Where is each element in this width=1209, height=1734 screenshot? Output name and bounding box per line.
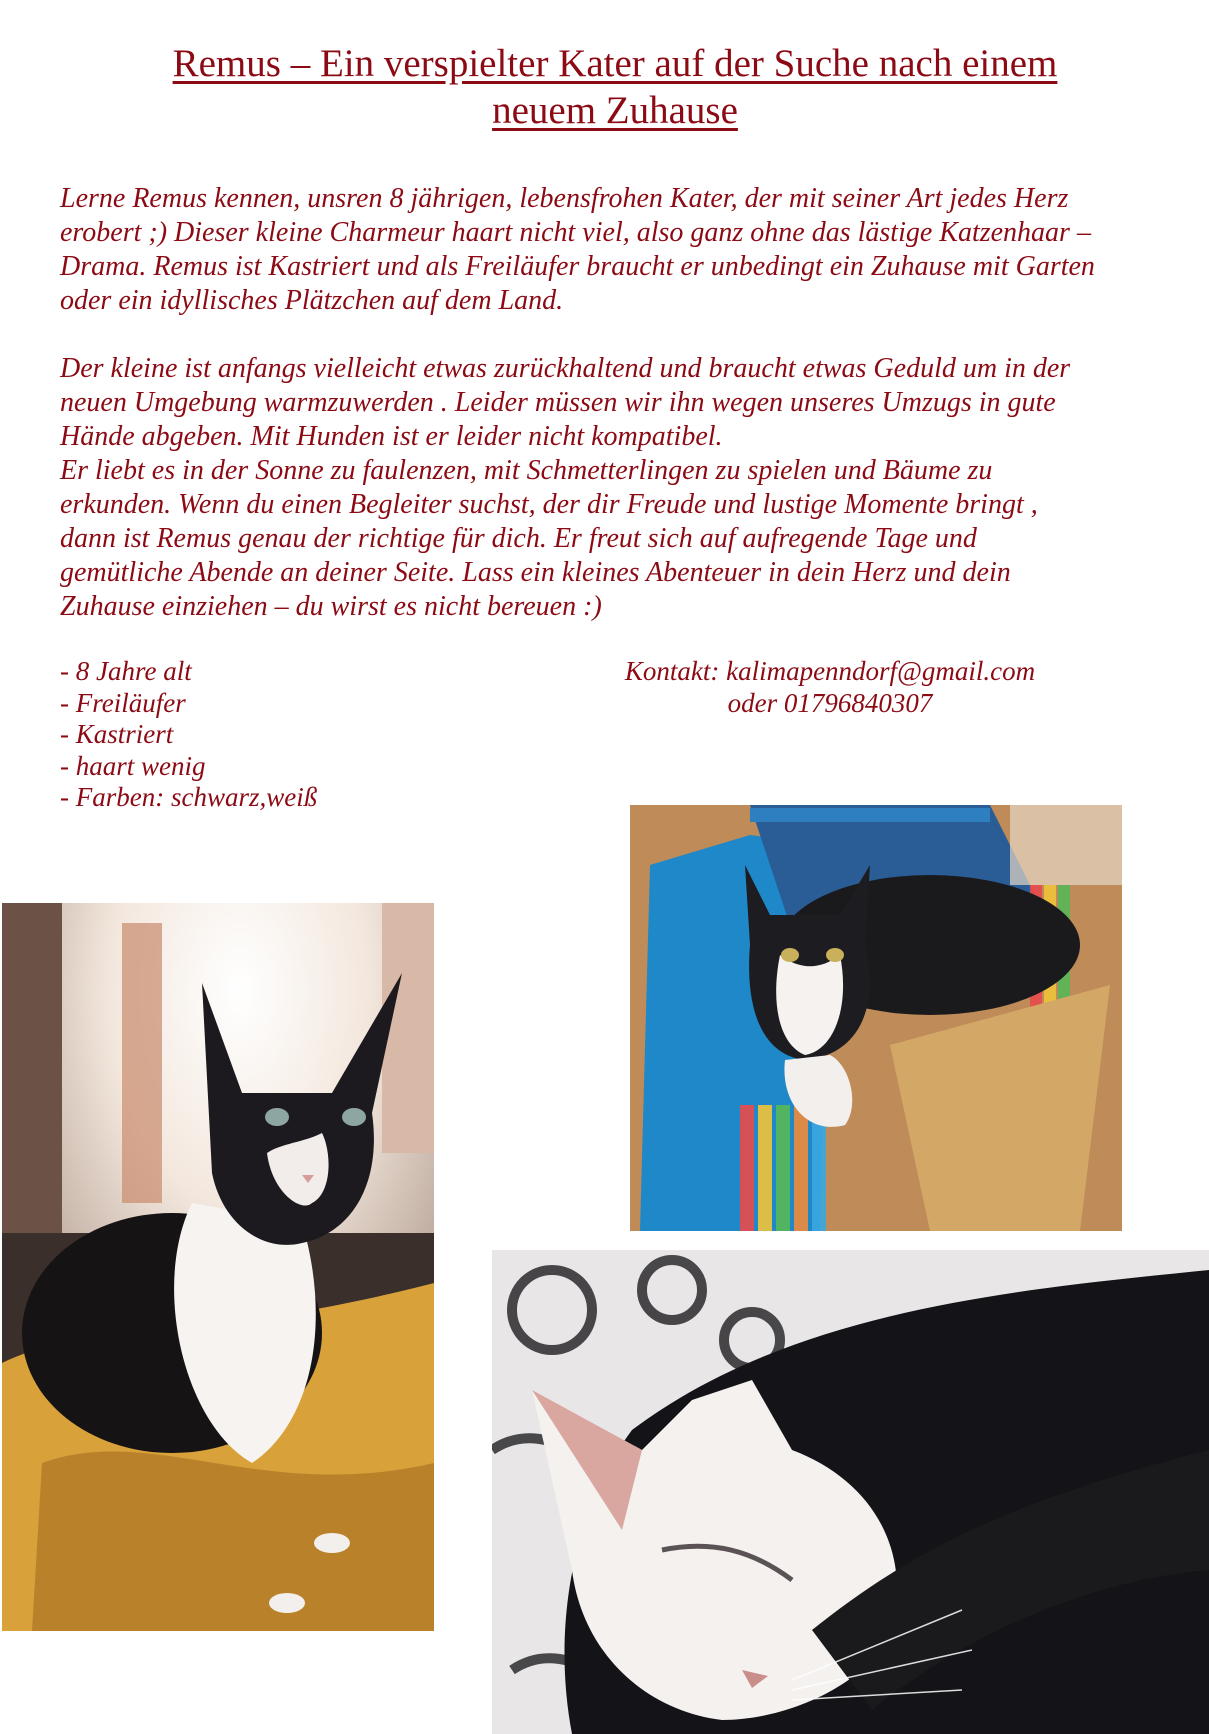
details-line: Er liebt es in der Sonne zu faulenzen, mit Schmetterlingen zu spielen und Bäume zu: [60, 455, 993, 486]
cat-photo-bag: [630, 805, 1122, 1231]
details-line: Hände abgeben. Mit Hunden ist er leider nicht kompatibel.: [60, 421, 723, 452]
details-line: Der kleine ist anfangs vielleicht etwas zurückhaltend und braucht etwas Geduld um in der: [60, 353, 1071, 384]
details-line: Zuhause einziehen – du wirst es nicht bereuen :): [60, 591, 602, 622]
details-paragraph: [60, 352, 1170, 624]
contact-info: [600, 656, 1060, 719]
details-line: gemütliche Abende an deiner Seite. Lass ein kleines Abenteuer in dein Herz und dein: [60, 557, 1011, 588]
contact-phone-line: oder 01796840307: [727, 687, 933, 718]
facts-list: [60, 656, 317, 814]
title-line-2: neuem Zuhause: [492, 89, 738, 132]
cat-photo-sleeping: [492, 1250, 1209, 1734]
intro-line: oder ein idyllisches Plätzchen auf dem Land.: [60, 285, 564, 316]
title-line-1: Remus – Ein verspielter Kater auf der Suche nach einem: [172, 42, 1058, 85]
cat-photo-sitting: [2, 903, 434, 1631]
fact-item: - 8 Jahre alt: [60, 656, 317, 688]
details-line: dann ist Remus genau der richtige für dich. Er freut sich auf aufregende Tage und: [60, 523, 977, 554]
details-line: neuen Umgebung warmzuwerden . Leider müssen wir ihn wegen unseres Umzugs in gute: [60, 387, 1056, 418]
contact-email-line: Kontakt: kalimapenndorf@gmail.com: [624, 656, 1036, 686]
intro-line: Lerne Remus kennen, unsren 8 jährigen, lebensfrohen Kater, der mit seiner Art jedes Herz: [60, 183, 1069, 214]
fact-item: - Kastriert: [60, 719, 317, 751]
intro-paragraph: [60, 182, 1170, 318]
fact-item: - Farben: schwarz,weiß: [60, 782, 317, 814]
details-line: erkunden. Wenn du einen Begleiter suchst, der dir Freude und lustige Momente bringt ,: [60, 489, 1038, 520]
intro-line: erobert ;) Dieser kleine Charmeur haart nicht viel, also ganz ohne das lästige Katzenhaar –: [60, 217, 1091, 248]
fact-item: - Freiläufer: [60, 688, 317, 720]
intro-line: Drama. Remus ist Kastriert und als Freiläufer braucht er unbedingt ein Zuhause mit Garten: [60, 251, 1095, 282]
fact-item: - haart wenig: [60, 751, 317, 783]
page-title: [150, 40, 1080, 134]
